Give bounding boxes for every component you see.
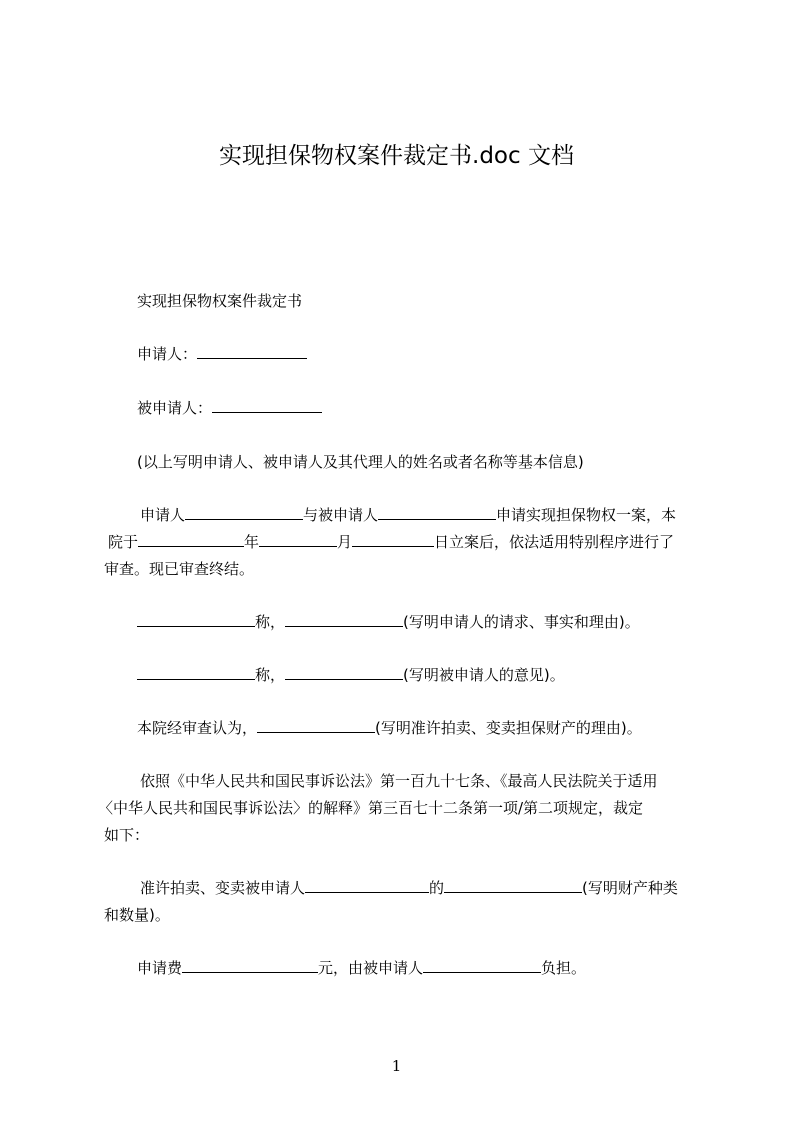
legal-basis-line-1: 依照《中华人民共和国民事诉讼法》第一百九十七条、《最高人民法院关于适用 [140, 772, 658, 790]
applicant-label: 申请人： [137, 345, 198, 363]
fee-amount-blank [182, 958, 318, 973]
applicant-claim [137, 612, 640, 632]
legal-basis-line-2: 〈中华人民共和国民事诉讼法〉的解释》第三百七十二条第一项/第二项规定，裁定 [98, 799, 644, 817]
fee-borne: 元，由被申请人 [318, 959, 424, 977]
info-note: (以上写明申请人、被申请人及其代理人的姓名或者名称等基本信息) [137, 453, 584, 471]
respondent-label: 被申请人： [137, 399, 213, 417]
court-view-blank [257, 718, 375, 733]
applicant-claim-said: 称， [255, 613, 286, 631]
page-number: 1 [391, 1057, 402, 1075]
p1-respondent-blank [378, 505, 496, 520]
respondent-claim-blank-2 [285, 665, 403, 680]
p1-court: 院于 [108, 533, 139, 551]
p1-applicant-blank [185, 505, 303, 520]
applicant-claim-blank-2 [285, 612, 403, 627]
legal-basis-line-3: 如下： [104, 826, 150, 844]
fee-payer-blank [423, 958, 541, 973]
respondent-blank [212, 398, 322, 413]
fee-end: 负担。 [541, 959, 587, 977]
court-view-note: (写明准许拍卖、变卖担保财产的理由)。 [375, 719, 642, 737]
respondent-claim-note: (写明被申请人的意见)。 [403, 666, 565, 684]
p1-case: 申请实现担保物权一案，本 [496, 506, 677, 524]
ruling-respondent-blank [305, 878, 429, 893]
paragraph-1-line-2 [108, 532, 674, 552]
p1-filed: 日立案后，依法适用特别程序进行了 [434, 533, 675, 551]
p1-day-blank [352, 532, 434, 547]
respondent-claim [137, 665, 565, 685]
p1-year: 年 [244, 533, 260, 551]
applicant-line [137, 344, 307, 364]
ruling-note: (写明财产种类 [582, 879, 678, 897]
respondent-claim-said: 称， [255, 666, 286, 684]
p1-month-blank [259, 532, 337, 547]
ruling-property-blank [444, 878, 582, 893]
ruling-of: 的 [429, 879, 445, 897]
applicant-blank [197, 344, 307, 359]
respondent-line [137, 398, 322, 418]
p1-month: 月 [337, 533, 353, 551]
paragraph-1-line-1 [140, 505, 676, 525]
fee-label: 申请费 [137, 959, 183, 977]
ruling-line-2: 和数量)。 [104, 906, 170, 924]
p1-year-blank [138, 532, 244, 547]
fee-line [137, 958, 586, 978]
ruling-text: 准许拍卖、变卖被申请人 [140, 879, 306, 897]
document-heading: 实现担保物权案件裁定书 [137, 292, 303, 310]
paragraph-1-line-3: 审查。现已审查终结。 [104, 560, 255, 578]
respondent-claim-blank [137, 665, 255, 680]
document-title: 实现担保物权案件裁定书.doc 文档 [219, 143, 574, 169]
applicant-claim-note: (写明申请人的请求、事实和理由)。 [403, 613, 640, 631]
applicant-claim-blank [137, 612, 255, 627]
court-view-text: 本院经审查认为， [137, 719, 258, 737]
court-view [137, 718, 642, 738]
p1-applicant: 申请人 [140, 506, 186, 524]
p1-respondent: 与被申请人 [303, 506, 379, 524]
ruling-line-1 [140, 878, 678, 898]
